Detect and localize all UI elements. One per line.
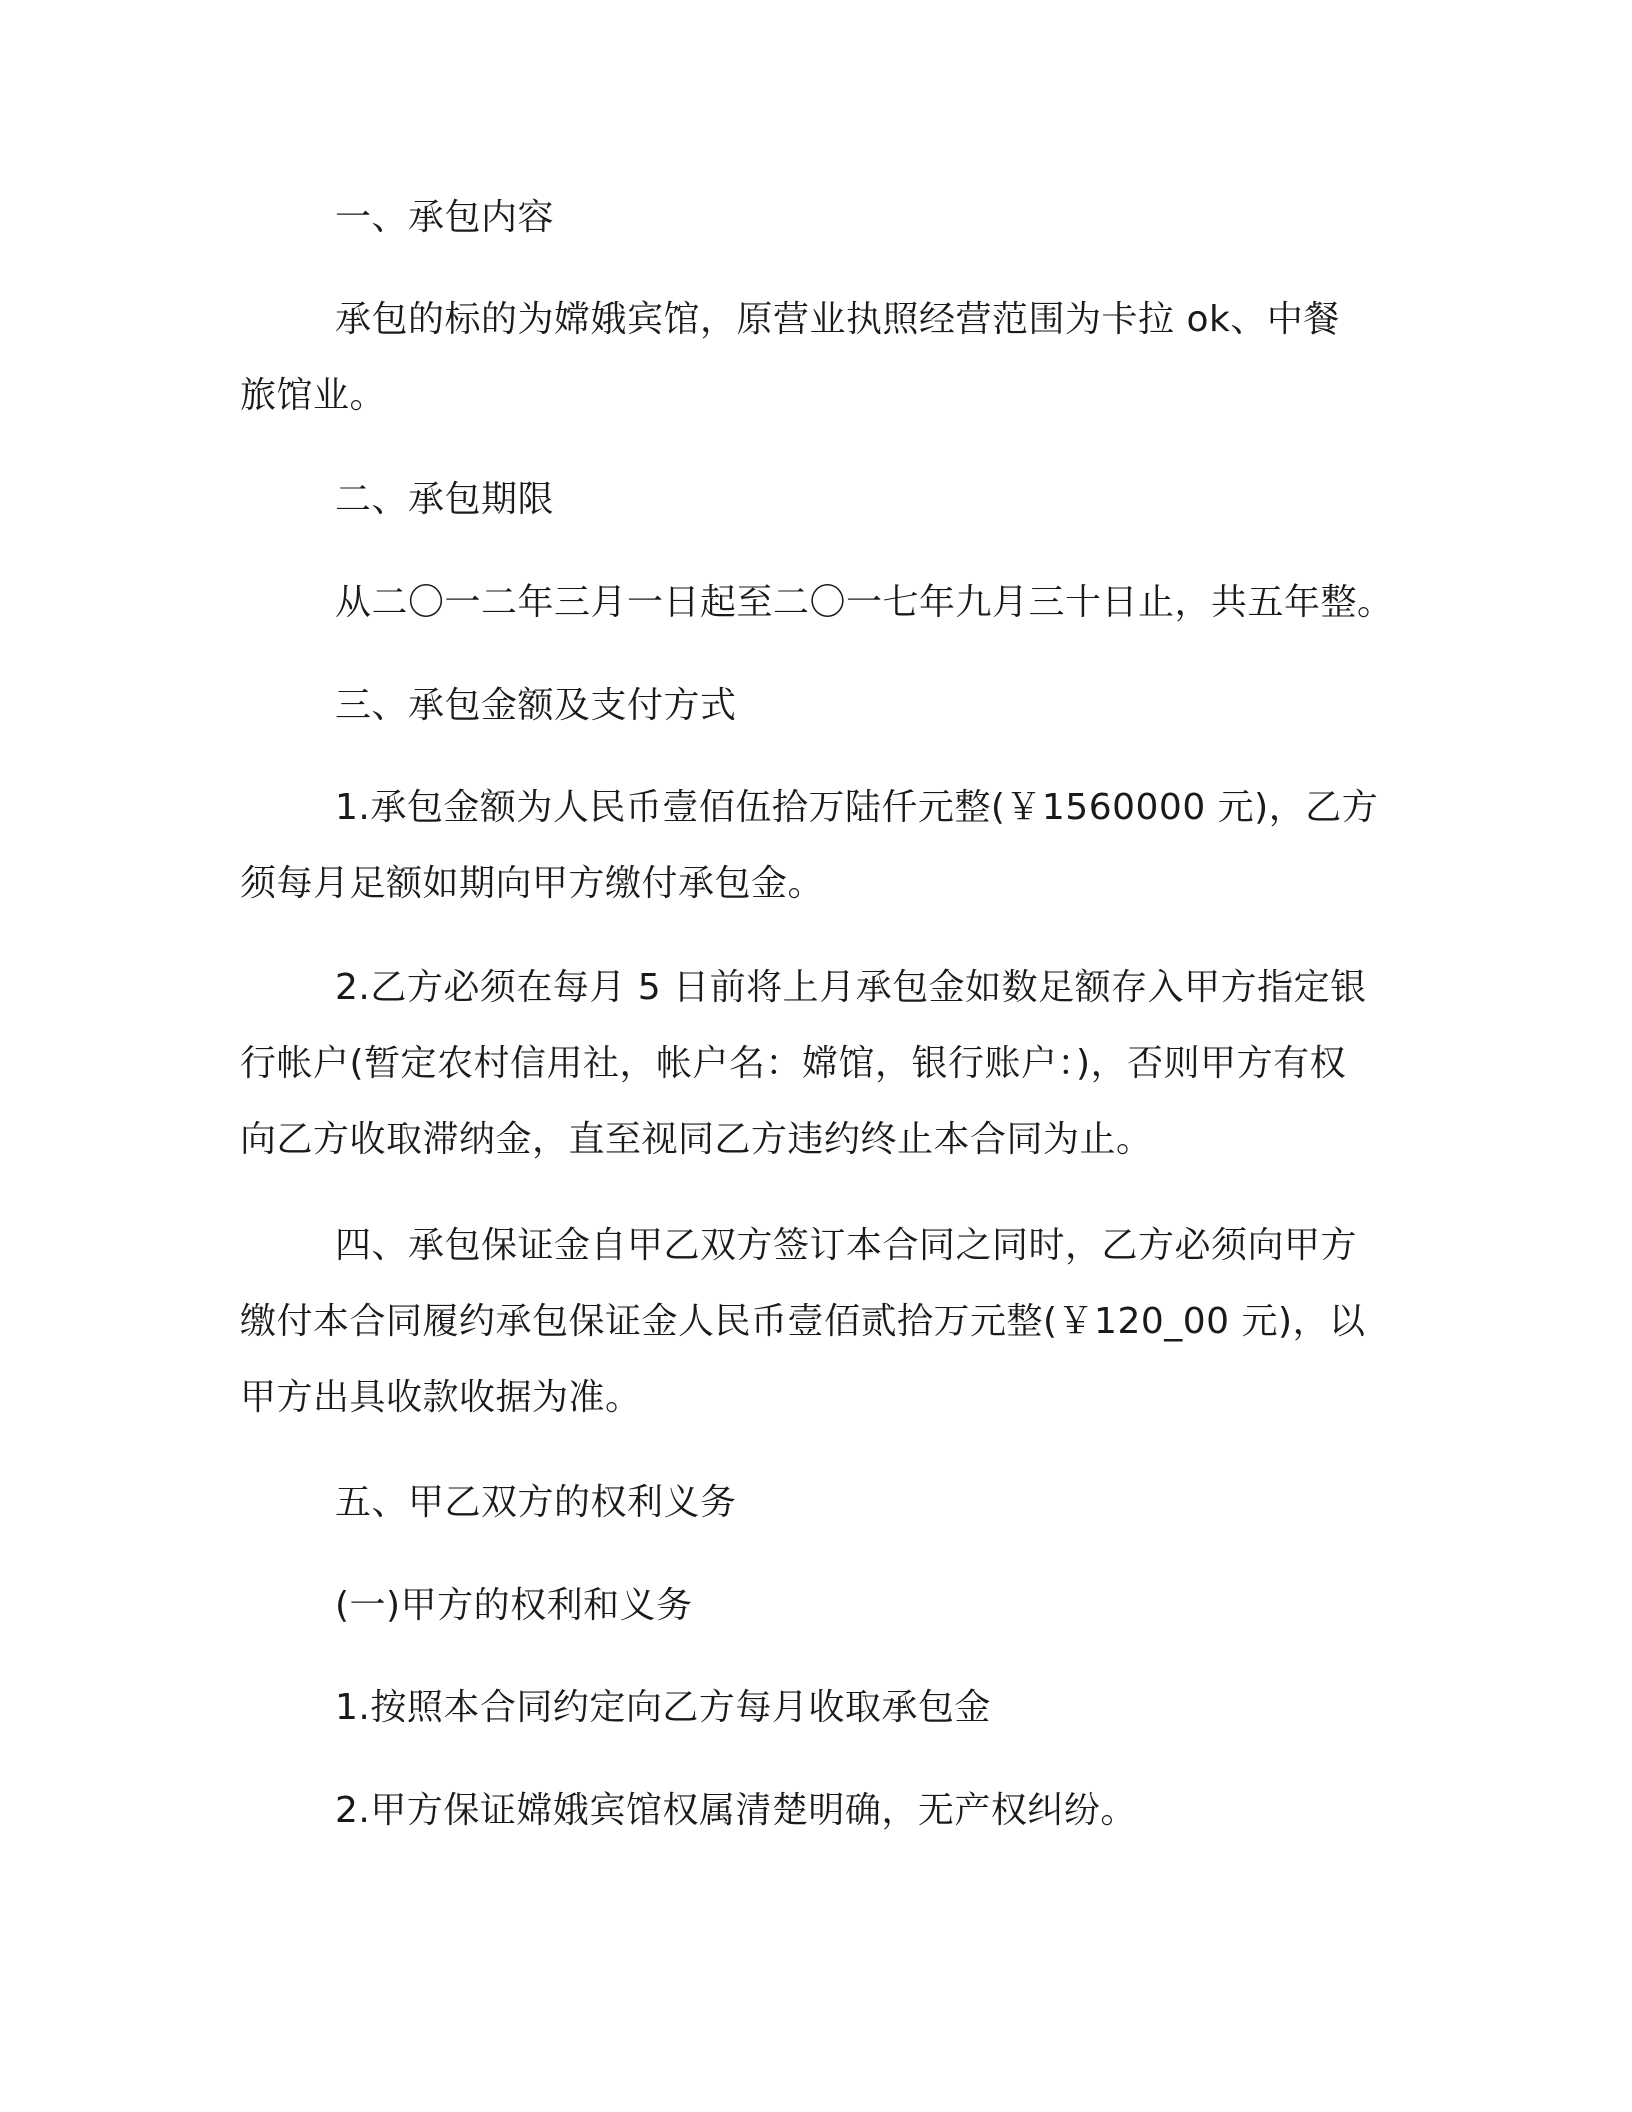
text-line: 承包的标的为嫦娥宾馆，原营业执照经营范围为卡拉 ok、中餐 [335,299,1340,340]
text-line: 须每月足额如期向甲方缴付承包金。 [240,863,825,904]
text-line: 向乙方收取滞纳金，直至视同乙方违约终止本合同为止。 [240,1119,1153,1160]
text-line: 五、甲乙双方的权利义务 [335,1482,737,1523]
text-line: 1.承包金额为人民币壹佰伍拾万陆仟元整(￥1560000 元)，乙方 [335,787,1379,828]
list-item-1 [240,1670,1420,1746]
list-item-2 [240,1773,1420,1849]
text-line: 从二〇一二年三月一日起至二〇一七年九月三十日止，共五年整。 [335,582,1394,623]
subsection-heading [240,1568,1420,1644]
text-line: 缴付本合同履约承包保证金人民币壹佰贰拾万元整(￥120_00 元)，以 [240,1301,1366,1342]
section-heading-2 [240,462,1420,538]
text-line: 二、承包期限 [335,479,555,520]
text-line: 2.乙方必须在每月 5 日前将上月承包金如数足额存入甲方指定银 [335,967,1367,1008]
text-line: 甲方出具收款收据为准。 [240,1377,642,1418]
paragraph-scope [240,282,1420,434]
paragraph-amount [240,770,1420,922]
text-line: 三、承包金额及支付方式 [335,685,737,726]
text-line: 1.按照本合同约定向乙方每月收取承包金 [335,1687,991,1728]
section-heading-3 [240,668,1420,744]
text-line: 行帐户(暂定农村信用社，帐户名：嫦馆，银行账户：)，否则甲方有权 [240,1043,1347,1084]
text-line: 一、承包内容 [335,197,555,238]
text-line: 2.甲方保证嫦娥宾馆权属清楚明确，无产权纠纷。 [335,1790,1137,1831]
section-heading-1 [240,180,1420,256]
text-line: (一)甲方的权利和义务 [335,1585,693,1626]
paragraph-payment [240,950,1420,1178]
text-line: 旅馆业。 [240,375,387,416]
text-line: 四、承包保证金自甲乙双方签订本合同之同时，乙方必须向甲方 [335,1225,1358,1266]
section-heading-5 [240,1465,1420,1541]
paragraph-deposit [240,1208,1420,1436]
paragraph-term [240,565,1420,641]
